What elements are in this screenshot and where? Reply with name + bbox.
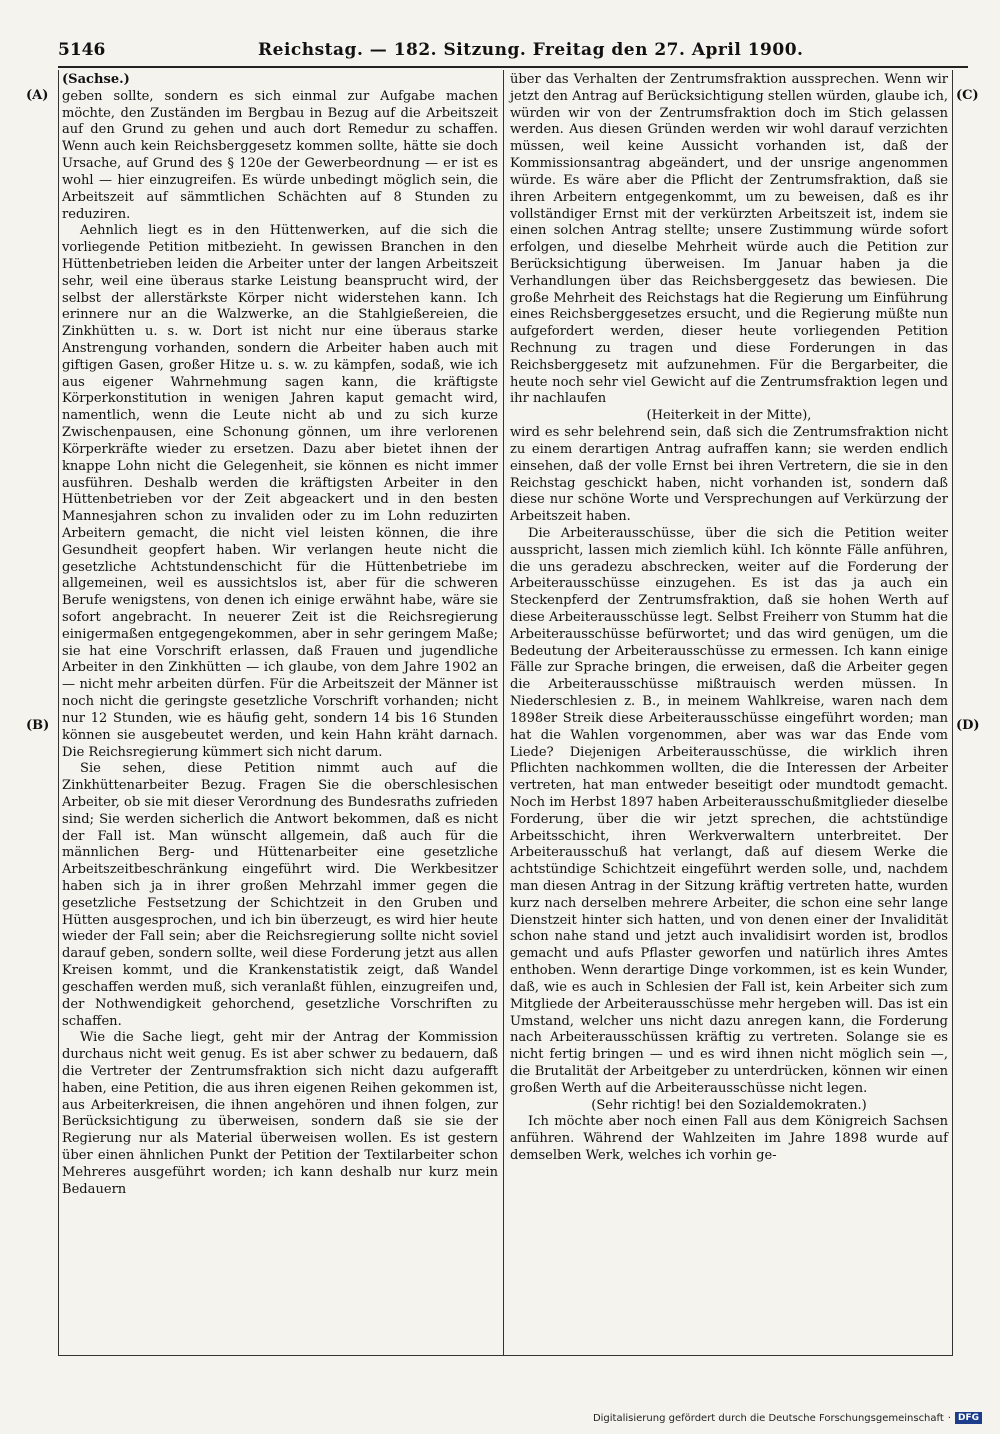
margin-mark-d: (D) — [956, 718, 980, 733]
bottom-frame-rule — [58, 1355, 953, 1356]
dfg-logo-icon: DFG — [955, 1412, 982, 1424]
paragraph: Die Arbeiterausschüsse, über die sich die Petition weiter ausspricht, lassen mich ziemlich kühl. Ich könnte Fälle anführen, die uns geradezu abschrecken, weiter auf die Forderung der Arbeiterausschüsse einzugehen. Es ist das ja auch ein Steckenpferd der Zentrumsfraktion, daß sie hohen Werth auf diese Arbeiterausschüsse legt. Selbst Freiherr von Stumm hat die Arbeiterausschüsse befürwortet; und das wird genügen, um die Bedeutung der Arbeiterausschüsse zu ermessen. Ich kann einige Fälle zur Sprache bringen, die erweisen, daß die Arbeiter gegen die Arbeiterausschüsse mißtrauisch werden müssen. In Niederschlesien z. B., in meinem Wahlkreise, waren nach dem 1898er Streik diese Arbeiterausschüsse eingeführt worden; man hat die Wahlen vorgenommen, aber was war das Ende vom Liede? Diejenigen Arbeiterausschüsse, die wirklich ihren Pflichten nachkommen wollten, die die Interessen der Arbeiter vertreten, hat man entweder beseitigt oder mundtodt gemacht. Noch im Herbst 1897 haben Arbeiterausschußmitglieder dieselbe Forderung, über die wir jetzt sprechen, die achtstündige Arbeitsschicht, ihren Werkverwaltern unterbreitet. Der Arbeiterausschuß hat verlangt, daß auf diesem Werke die achtstündige Schichtzeit eingeführt werden solle, und, nachdem man diesen Antrag in der Sitzung kräftig vertreten hatte, wurden kurz nach derselben mehrere Arbeiter, die schon eine sehr lange Dienstzeit hinter sich hatten, und von denen einer der Invalidität schon nahe stand und jetzt auch invalidisirt worden ist, brodlos gemacht und aufs Pflaster geworfen und natürlich ihres Amtes enthoben. Wenn derartige Dinge vorkommen, ist es kein Wunder, daß, wie es auch in Schlesien der Fall ist, kein Arbeiter sich zum Mitgliede der Arbeiterausschüsse mehr hergeben will. Das ist ein Umstand, welcher uns nicht dazu anregen kann, die Forderung nach Arbeiterausschüssen kräftig zu vertreten. Solange sie es nicht fertig bringen — und es wird ihnen nicht möglich sein —, die Brutalität der Arbeitgeber zu unterdrücken, können wir einen großen Werth auf die Arbeiterausschüsse nicht legen. — [510, 525, 948, 1096]
paragraph: Ich möchte aber noch einen Fall aus dem Königreich Sachsen anführen. Während der Wahlzeiten im Jahre 1898 wurde auf demselben Werk, welches ich vorhin ge- — [510, 1114, 948, 1163]
digitization-credit — [593, 1412, 982, 1424]
dot-separator: · — [947, 1412, 951, 1424]
right-frame-rule — [952, 70, 953, 1355]
speaker-label: (Sachse.) — [62, 72, 130, 87]
credit-text: Digitalisierung gefördert durch die Deutsche Forschungsgemeinschaft — [592, 1412, 944, 1424]
running-title: Reichstag. — 182. Sitzung. Freitag den 27. April 1900. — [258, 40, 804, 60]
paragraph: über das Verhalten der Zentrumsfraktion aussprechen. Wenn wir jetzt den Antrag auf Berücksichtigung stellen würden, glaube ich, würden wir von der Zentrumsfraktion doch im Stich gelassen werden. Aus diesen Gründen werden wir wohl darauf verzichten müssen, weil keine Aussicht vorhanden ist, daß der Kommissionsantrag abgeändert, und der unsrige angenommen würde. Es wäre aber die Pflicht der Zentrumsfraktion, daß sie ihren Arbeitern entgegenkommt, um zu beweisen, daß es ihr vollständiger Ernst mit der verkürzten Arbeitszeit ist, indem sie einen solchen Antrag stellte; unsere Zustimmung würde sofort erfolgen, und dieselbe Mehrheit würde auch die Petition zur Berücksichtigung überweisen. Im Januar haben ja die Verhandlungen über das Reichsberggesetz das bewiesen. Die große Mehrheit des Reichstags hat die Regierung um Einführung eines Reichsberggesetzes ersucht, und die Regierung müßte nun aufgefordert werden, dieser heute vorliegenden Petition Rechnung zu tragen und diese Forderungen in das Reichsberggesetz mit aufzunehmen. Für die Bergarbeiter, die heute noch sehr viel Gewicht auf die Zentrumsfraktion legen und ihr nachlaufen — [510, 72, 948, 407]
page-number: 5146 — [58, 40, 106, 60]
paragraph: Aehnlich liegt es in den Hüttenwerken, auf die sich die vorliegende Petition mitbezieht. In gewissen Branchen in den Hüttenbetrieben leiden die Arbeiter unter der langen Arbeitszeit sehr, weil eine überaus starke Leistung beansprucht wird, der selbst der allerstärkste Körper nicht widerstehen kann. Ich erinnere nur an die Walzwerke, an die Stahlgießereien, die Zinkhütten u. s. w. Dort ist nicht nur eine überaus starke Anstrengung vorhanden, sondern die Arbeiter haben auch mit giftigen Gasen, großer Hitze u. s. w. zu kämpfen, sodaß, wie ich aus eigener Wahrnehmung sagen kann, die kräftigste Körperkonstitution in wenigen Jahren kaput gemacht wird, namentlich, wenn die Leute nicht ab und zu sich kurze Zwischenpausen, eine Schonung gönnen, um ihre verlorenen Körperkräfte wieder zu ersetzen. Dazu aber bietet ihnen der knappe Lohn nicht die Gelegenheit, sie können es nicht immer ausführen. Deshalb werden die kräftigsten Arbeiter in den Hüttenbetrieben vor der Zeit abgeackert und in den besten Mannesjahren schon zu invaliden oder zu im Lohn reduzirten Arbeitern gemacht, die nicht viel leisten können, die ihre Gesundheit geopfert haben. Wir verlangen heute nicht die gesetzliche Achtstundenschicht für die Hüttenbetriebe im allgemeinen, weil es aussichtslos ist, aber für die schweren Berufe wenigstens, von denen ich einige erwähnt habe, wäre sie sofort angebracht. In neuerer Zeit ist die Reichsregierung einigermaßen entgegengekommen, aber in sehr geringem Maße; sie hat eine Vorschrift erlassen, daß Frauen und jugendliche Arbeiter in den Zinkhütten — ich glaube, von dem Jahre 1902 an — nicht mehr arbeiten dürfen. Für die Arbeitszeit der Männer ist noch nicht die geringste gesetzliche Vorschrift vorhanden; nicht nur 12 Stunden, wie es häufig geht, sondern 14 bis 16 Stunden können sie ausgebeutet werden, und kein Hahn kräht darnach. Die Reichsregierung kümmert sich nicht darum. — [62, 223, 498, 760]
page-header — [58, 36, 968, 68]
column-divider — [503, 70, 504, 1355]
paragraph: Wie die Sache liegt, geht mir der Antrag der Kommission durchaus nicht weit genug. Es ist aber schwer zu bedauern, daß die Vertreter der Zentrumsfraktion sich nicht dazu aufgerafft haben, eine Petition, die aus ihren eigenen Reihen gekommen ist, aus Arbeiterkreisen, die ihnen angehören und ihnen folgen, zur Berücksichtigung zu überweisen, sondern daß sie sie der Regierung nur als Material überweisen wollen. Es ist gestern über einen ähnlichen Punkt der Petition der Textilarbeiter schon Mehreres ausgeführt worden; ich kann deshalb nur kurz mein Bedauern — [62, 1030, 498, 1197]
paragraph: geben sollte, sondern es sich einmal zur Aufgabe machen möchte, den Zuständen im Bergbau in Bezug auf die Arbeitszeit auf den Grund zu gehen und auch dort Remedur zu schaffen. Wenn auch kein Reichsberggesetz kommen sollte, hätte sie doch Ursache, auf Grund des § 120e der Gewerbeordnung — er ist es wohl — hier einzugreifen. Es würde unbedingt möglich sein, die Arbeitszeit auf sämmtlichen Schächten auf 8 Stunden zu reduziren. — [62, 88, 498, 222]
left-frame-rule — [58, 70, 59, 1355]
interjection: (Sehr richtig! bei den Sozialdemokraten.) — [591, 1097, 867, 1113]
margin-mark-c: (C) — [956, 88, 979, 103]
margin-mark-b: (B) — [26, 718, 50, 733]
margin-mark-a: (A) — [26, 88, 49, 103]
interjection: (Heiterkeit in der Mitte), — [646, 408, 812, 424]
right-column — [510, 72, 948, 1165]
paragraph: Sie sehen, diese Petition nimmt auch auf die Zinkhüttenarbeiter Bezug. Fragen Sie die oberschlesischen Arbeiter, ob sie mit dieser Verordnung des Bundesraths zufrieden sind; Sie werden sicherlich die Antwort bekommen, daß es nicht der Fall ist. Man wünscht allgemein, daß auch für die männlichen Berg- und Hüttenarbeiter eine gesetzliche Arbeitszeitbeschränkung eingeführt wird. Die Werkbesitzer haben sich ja in ihrer großen Mehrzahl immer gegen die gesetzliche Festsetzung der Schichtzeit in den Gruben und Hütten ausgesprochen, und ich bin überzeugt, es wird hier heute wieder der Fall sein; aber die Reichsregierung sollte nicht soviel darauf geben, sondern sollte, weil diese Forderung jetzt aus allen Kreisen kommt, und die Krankenstatistik zeigt, daß Wandel geschaffen werden muß, sich veranlaßt fühlen, einzugreifen und, der Nothwendigkeit gehorchend, gesetzliche Vorschriften zu schaffen. — [62, 761, 498, 1029]
paragraph: wird es sehr belehrend sein, daß sich die Zentrumsfraktion nicht zu einem derartigen Antrag aufraffen kann; sie werden endlich einsehen, daß der volle Ernst bei ihren Vertretern, die sie in den Reichstag geschickt haben, nicht vorhanden ist, sondern daß diese nur schöne Worte und Versprechungen auf Verkürzung der Arbeitszeit haben. — [510, 425, 948, 525]
left-column — [62, 72, 498, 1198]
